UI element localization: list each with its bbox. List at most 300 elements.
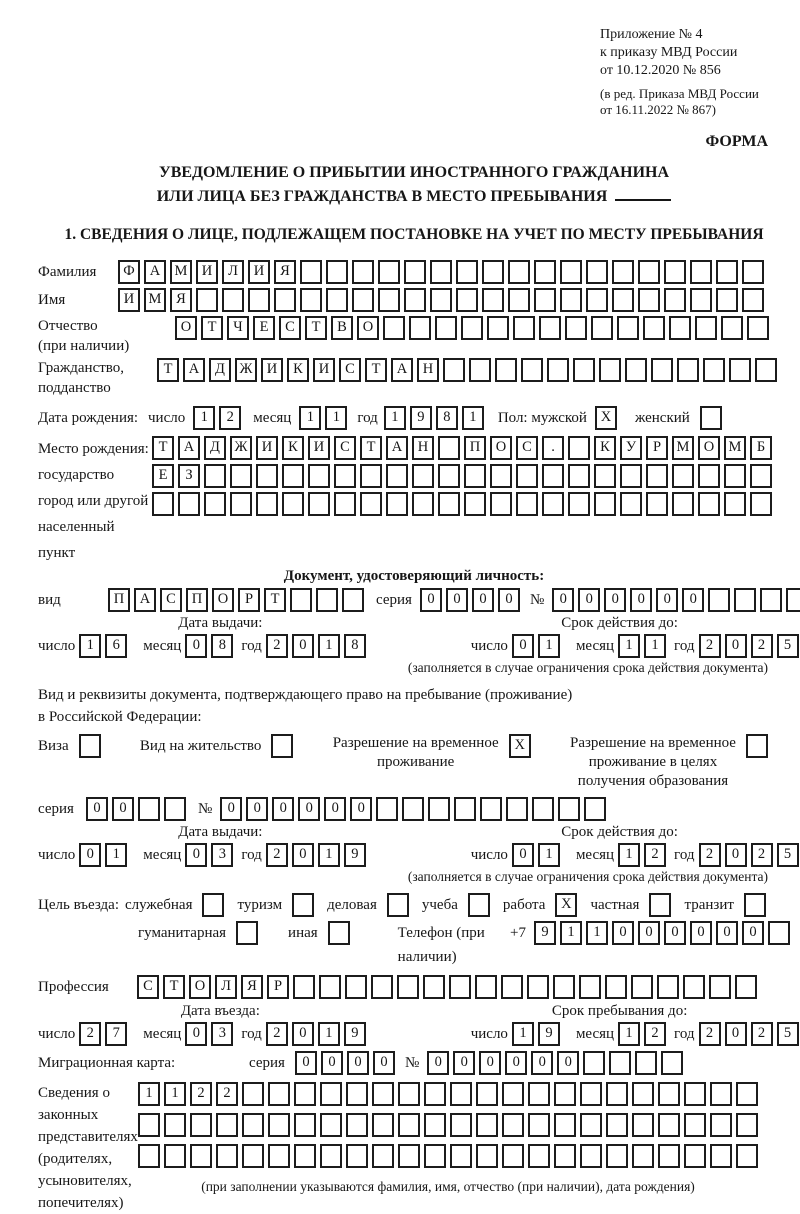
- char-cell[interactable]: 1: [462, 406, 484, 430]
- char-cell[interactable]: [190, 1113, 212, 1137]
- char-cell[interactable]: А: [134, 588, 156, 612]
- char-cell[interactable]: [583, 1051, 605, 1075]
- char-cell[interactable]: Т: [157, 358, 179, 382]
- char-cell[interactable]: 5: [777, 843, 799, 867]
- char-cell[interactable]: [786, 588, 800, 612]
- char-cell[interactable]: [443, 358, 465, 382]
- char-cell[interactable]: Е: [253, 316, 275, 340]
- char-cell[interactable]: 2: [644, 1022, 666, 1046]
- char-cell[interactable]: [268, 1113, 290, 1137]
- char-cell[interactable]: [430, 288, 452, 312]
- char-cell[interactable]: [586, 260, 608, 284]
- char-cell[interactable]: [580, 1144, 602, 1168]
- char-cell[interactable]: [216, 1113, 238, 1137]
- char-cell[interactable]: [502, 1082, 524, 1106]
- char-cell[interactable]: [352, 260, 374, 284]
- char-cell[interactable]: [703, 358, 725, 382]
- char-cell[interactable]: [580, 1113, 602, 1137]
- char-cell[interactable]: А: [144, 260, 166, 284]
- char-cell[interactable]: [308, 492, 330, 516]
- char-cell[interactable]: [412, 492, 434, 516]
- char-cell[interactable]: С: [160, 588, 182, 612]
- char-cell[interactable]: [646, 464, 668, 488]
- char-cell[interactable]: 0: [604, 588, 626, 612]
- char-cell[interactable]: [294, 1113, 316, 1137]
- char-cell[interactable]: С: [137, 975, 159, 999]
- char-cell[interactable]: А: [178, 436, 200, 460]
- char-cell[interactable]: 1: [586, 921, 608, 945]
- char-cell[interactable]: О: [175, 316, 197, 340]
- char-cell[interactable]: 2: [644, 843, 666, 867]
- char-cell[interactable]: [230, 464, 252, 488]
- char-cell[interactable]: [735, 975, 757, 999]
- char-cell[interactable]: [230, 492, 252, 516]
- char-cell[interactable]: [594, 464, 616, 488]
- char-cell[interactable]: [435, 316, 457, 340]
- char-cell[interactable]: У: [620, 436, 642, 460]
- char-cell[interactable]: [669, 316, 691, 340]
- char-cell[interactable]: [528, 1113, 550, 1137]
- char-cell[interactable]: 2: [751, 634, 773, 658]
- char-cell[interactable]: [635, 1051, 657, 1075]
- char-cell[interactable]: И: [196, 260, 218, 284]
- char-cell[interactable]: 0: [185, 1022, 207, 1046]
- char-cell[interactable]: 5: [777, 1022, 799, 1046]
- char-cell[interactable]: [724, 492, 746, 516]
- char-cell[interactable]: И: [248, 260, 270, 284]
- char-cell[interactable]: 0: [79, 843, 101, 867]
- char-cell[interactable]: 2: [751, 843, 773, 867]
- char-cell[interactable]: [282, 492, 304, 516]
- char-cell[interactable]: [412, 464, 434, 488]
- char-cell[interactable]: Я: [274, 260, 296, 284]
- char-cell[interactable]: 1: [138, 1082, 160, 1106]
- sex-male-checkbox[interactable]: X: [595, 406, 617, 430]
- char-cell[interactable]: [661, 1051, 683, 1075]
- char-cell[interactable]: 1: [384, 406, 406, 430]
- char-cell[interactable]: 0: [682, 588, 704, 612]
- char-cell[interactable]: [651, 358, 673, 382]
- char-cell[interactable]: 2: [190, 1082, 212, 1106]
- char-cell[interactable]: [138, 1144, 160, 1168]
- char-cell[interactable]: Я: [241, 975, 263, 999]
- char-cell[interactable]: 8: [211, 634, 233, 658]
- char-cell[interactable]: 1: [325, 406, 347, 430]
- char-cell[interactable]: [476, 1144, 498, 1168]
- char-cell[interactable]: 1: [318, 1022, 340, 1046]
- char-cell[interactable]: [565, 316, 587, 340]
- char-cell[interactable]: [398, 1113, 420, 1137]
- char-cell[interactable]: 1: [105, 843, 127, 867]
- char-cell[interactable]: [438, 464, 460, 488]
- char-cell[interactable]: [736, 1113, 758, 1137]
- char-cell[interactable]: [294, 1082, 316, 1106]
- temp-residence-checkbox[interactable]: X: [509, 734, 531, 758]
- char-cell[interactable]: [372, 1113, 394, 1137]
- char-cell[interactable]: [724, 464, 746, 488]
- char-cell[interactable]: [320, 1082, 342, 1106]
- char-cell[interactable]: 2: [266, 843, 288, 867]
- char-cell[interactable]: [580, 1082, 602, 1106]
- char-cell[interactable]: [698, 464, 720, 488]
- char-cell[interactable]: [708, 588, 730, 612]
- char-cell[interactable]: 1: [538, 843, 560, 867]
- char-cell[interactable]: [424, 1144, 446, 1168]
- char-cell[interactable]: 0: [498, 588, 520, 612]
- char-cell[interactable]: Т: [152, 436, 174, 460]
- char-cell[interactable]: [438, 436, 460, 460]
- char-cell[interactable]: [495, 358, 517, 382]
- char-cell[interactable]: [528, 1082, 550, 1106]
- char-cell[interactable]: 9: [410, 406, 432, 430]
- char-cell[interactable]: [456, 288, 478, 312]
- char-cell[interactable]: М: [170, 260, 192, 284]
- char-cell[interactable]: 0: [578, 588, 600, 612]
- char-cell[interactable]: И: [118, 288, 140, 312]
- char-cell[interactable]: 1: [538, 634, 560, 658]
- char-cell[interactable]: [320, 1144, 342, 1168]
- char-cell[interactable]: [464, 464, 486, 488]
- char-cell[interactable]: [294, 1144, 316, 1168]
- char-cell[interactable]: [591, 316, 613, 340]
- purpose-other-checkbox[interactable]: [328, 921, 350, 945]
- char-cell[interactable]: О: [698, 436, 720, 460]
- char-cell[interactable]: [599, 358, 621, 382]
- char-cell[interactable]: [716, 288, 738, 312]
- char-cell[interactable]: И: [256, 436, 278, 460]
- char-cell[interactable]: [428, 797, 450, 821]
- char-cell[interactable]: Т: [264, 588, 286, 612]
- char-cell[interactable]: [672, 492, 694, 516]
- char-cell[interactable]: [242, 1082, 264, 1106]
- char-cell[interactable]: 2: [699, 843, 721, 867]
- char-cell[interactable]: 0: [112, 797, 134, 821]
- char-cell[interactable]: 0: [220, 797, 242, 821]
- char-cell[interactable]: 1: [512, 1022, 534, 1046]
- char-cell[interactable]: [528, 1144, 550, 1168]
- char-cell[interactable]: [398, 1144, 420, 1168]
- char-cell[interactable]: [606, 1082, 628, 1106]
- char-cell[interactable]: Т: [163, 975, 185, 999]
- char-cell[interactable]: 0: [612, 921, 634, 945]
- char-cell[interactable]: 0: [185, 843, 207, 867]
- char-cell[interactable]: Д: [209, 358, 231, 382]
- char-cell[interactable]: Л: [222, 260, 244, 284]
- char-cell[interactable]: 0: [292, 1022, 314, 1046]
- char-cell[interactable]: 8: [436, 406, 458, 430]
- char-cell[interactable]: [729, 358, 751, 382]
- char-cell[interactable]: [398, 1082, 420, 1106]
- char-cell[interactable]: 0: [690, 921, 712, 945]
- char-cell[interactable]: [516, 464, 538, 488]
- char-cell[interactable]: 1: [318, 634, 340, 658]
- char-cell[interactable]: [658, 1082, 680, 1106]
- char-cell[interactable]: Е: [152, 464, 174, 488]
- char-cell[interactable]: [736, 1082, 758, 1106]
- char-cell[interactable]: [386, 464, 408, 488]
- char-cell[interactable]: [423, 975, 445, 999]
- char-cell[interactable]: [521, 358, 543, 382]
- char-cell[interactable]: [138, 797, 160, 821]
- char-cell[interactable]: [573, 358, 595, 382]
- char-cell[interactable]: 1: [193, 406, 215, 430]
- char-cell[interactable]: 2: [219, 406, 241, 430]
- char-cell[interactable]: [487, 316, 509, 340]
- char-cell[interactable]: 3: [211, 1022, 233, 1046]
- char-cell[interactable]: [747, 316, 769, 340]
- char-cell[interactable]: [346, 1082, 368, 1106]
- char-cell[interactable]: [196, 288, 218, 312]
- char-cell[interactable]: [750, 464, 772, 488]
- char-cell[interactable]: [450, 1113, 472, 1137]
- char-cell[interactable]: [672, 464, 694, 488]
- char-cell[interactable]: [300, 288, 322, 312]
- char-cell[interactable]: 0: [531, 1051, 553, 1075]
- char-cell[interactable]: 1: [299, 406, 321, 430]
- char-cell[interactable]: [625, 358, 647, 382]
- char-cell[interactable]: Р: [267, 975, 289, 999]
- char-cell[interactable]: [204, 464, 226, 488]
- char-cell[interactable]: 0: [427, 1051, 449, 1075]
- char-cell[interactable]: [584, 797, 606, 821]
- char-cell[interactable]: 0: [86, 797, 108, 821]
- char-cell[interactable]: П: [108, 588, 130, 612]
- char-cell[interactable]: [684, 1144, 706, 1168]
- char-cell[interactable]: 1: [644, 634, 666, 658]
- char-cell[interactable]: [248, 288, 270, 312]
- char-cell[interactable]: [164, 1113, 186, 1137]
- char-cell[interactable]: 0: [479, 1051, 501, 1075]
- char-cell[interactable]: К: [594, 436, 616, 460]
- char-cell[interactable]: 1: [164, 1082, 186, 1106]
- sex-female-checkbox[interactable]: [700, 406, 722, 430]
- char-cell[interactable]: С: [279, 316, 301, 340]
- char-cell[interactable]: 1: [618, 634, 640, 658]
- char-cell[interactable]: [534, 260, 556, 284]
- char-cell[interactable]: Д: [204, 436, 226, 460]
- char-cell[interactable]: [684, 1082, 706, 1106]
- char-cell[interactable]: 8: [344, 634, 366, 658]
- char-cell[interactable]: С: [339, 358, 361, 382]
- char-cell[interactable]: 6: [105, 634, 127, 658]
- char-cell[interactable]: 9: [538, 1022, 560, 1046]
- char-cell[interactable]: 0: [557, 1051, 579, 1075]
- char-cell[interactable]: 0: [664, 921, 686, 945]
- char-cell[interactable]: [482, 288, 504, 312]
- char-cell[interactable]: Ж: [230, 436, 252, 460]
- char-cell[interactable]: 0: [298, 797, 320, 821]
- char-cell[interactable]: [450, 1144, 472, 1168]
- char-cell[interactable]: [677, 358, 699, 382]
- char-cell[interactable]: 0: [321, 1051, 343, 1075]
- char-cell[interactable]: [755, 358, 777, 382]
- char-cell[interactable]: В: [331, 316, 353, 340]
- char-cell[interactable]: 2: [699, 1022, 721, 1046]
- char-cell[interactable]: [461, 316, 483, 340]
- char-cell[interactable]: [657, 975, 679, 999]
- char-cell[interactable]: [638, 260, 660, 284]
- char-cell[interactable]: [482, 260, 504, 284]
- char-cell[interactable]: [274, 288, 296, 312]
- char-cell[interactable]: [539, 316, 561, 340]
- char-cell[interactable]: [164, 1144, 186, 1168]
- char-cell[interactable]: [568, 464, 590, 488]
- char-cell[interactable]: [690, 288, 712, 312]
- char-cell[interactable]: О: [490, 436, 512, 460]
- char-cell[interactable]: 2: [79, 1022, 101, 1046]
- purpose-study-checkbox[interactable]: [468, 893, 490, 917]
- char-cell[interactable]: [378, 260, 400, 284]
- char-cell[interactable]: [256, 464, 278, 488]
- char-cell[interactable]: [553, 975, 575, 999]
- char-cell[interactable]: [164, 797, 186, 821]
- char-cell[interactable]: [256, 492, 278, 516]
- char-cell[interactable]: [664, 288, 686, 312]
- char-cell[interactable]: [609, 1051, 631, 1075]
- char-cell[interactable]: 0: [552, 588, 574, 612]
- char-cell[interactable]: И: [308, 436, 330, 460]
- char-cell[interactable]: М: [672, 436, 694, 460]
- char-cell[interactable]: [326, 260, 348, 284]
- char-cell[interactable]: [554, 1113, 576, 1137]
- char-cell[interactable]: 0: [505, 1051, 527, 1075]
- char-cell[interactable]: [684, 1113, 706, 1137]
- char-cell[interactable]: 0: [446, 588, 468, 612]
- char-cell[interactable]: П: [464, 436, 486, 460]
- char-cell[interactable]: [690, 260, 712, 284]
- char-cell[interactable]: [464, 492, 486, 516]
- char-cell[interactable]: [346, 1113, 368, 1137]
- char-cell[interactable]: [376, 797, 398, 821]
- char-cell[interactable]: [508, 288, 530, 312]
- char-cell[interactable]: 0: [638, 921, 660, 945]
- char-cell[interactable]: 9: [344, 1022, 366, 1046]
- char-cell[interactable]: [532, 797, 554, 821]
- char-cell[interactable]: [409, 316, 431, 340]
- char-cell[interactable]: [734, 588, 756, 612]
- char-cell[interactable]: Л: [215, 975, 237, 999]
- purpose-private-checkbox[interactable]: [649, 893, 671, 917]
- char-cell[interactable]: [334, 492, 356, 516]
- char-cell[interactable]: 9: [534, 921, 556, 945]
- char-cell[interactable]: [178, 492, 200, 516]
- char-cell[interactable]: С: [516, 436, 538, 460]
- char-cell[interactable]: 0: [324, 797, 346, 821]
- char-cell[interactable]: 0: [512, 843, 534, 867]
- char-cell[interactable]: [568, 492, 590, 516]
- char-cell[interactable]: [138, 1113, 160, 1137]
- char-cell[interactable]: [709, 975, 731, 999]
- char-cell[interactable]: [326, 288, 348, 312]
- char-cell[interactable]: [293, 975, 315, 999]
- char-cell[interactable]: [320, 1113, 342, 1137]
- char-cell[interactable]: [658, 1113, 680, 1137]
- char-cell[interactable]: 0: [716, 921, 738, 945]
- char-cell[interactable]: З: [178, 464, 200, 488]
- char-cell[interactable]: [664, 260, 686, 284]
- temp-residence-edu-checkbox[interactable]: [746, 734, 768, 758]
- char-cell[interactable]: [527, 975, 549, 999]
- char-cell[interactable]: [424, 1082, 446, 1106]
- char-cell[interactable]: К: [282, 436, 304, 460]
- char-cell[interactable]: [560, 260, 582, 284]
- char-cell[interactable]: [760, 588, 782, 612]
- char-cell[interactable]: [371, 975, 393, 999]
- char-cell[interactable]: 0: [656, 588, 678, 612]
- char-cell[interactable]: [334, 464, 356, 488]
- visa-checkbox[interactable]: [79, 734, 101, 758]
- char-cell[interactable]: [683, 975, 705, 999]
- char-cell[interactable]: 0: [347, 1051, 369, 1075]
- char-cell[interactable]: Т: [360, 436, 382, 460]
- char-cell[interactable]: [190, 1144, 212, 1168]
- char-cell[interactable]: 1: [618, 843, 640, 867]
- char-cell[interactable]: [469, 358, 491, 382]
- char-cell[interactable]: 0: [246, 797, 268, 821]
- char-cell[interactable]: [502, 1113, 524, 1137]
- char-cell[interactable]: [516, 492, 538, 516]
- char-cell[interactable]: [568, 436, 590, 460]
- char-cell[interactable]: [632, 1144, 654, 1168]
- char-cell[interactable]: [617, 316, 639, 340]
- char-cell[interactable]: [404, 288, 426, 312]
- char-cell[interactable]: 2: [266, 1022, 288, 1046]
- char-cell[interactable]: 0: [725, 843, 747, 867]
- char-cell[interactable]: 9: [344, 843, 366, 867]
- char-cell[interactable]: [222, 288, 244, 312]
- char-cell[interactable]: [698, 492, 720, 516]
- char-cell[interactable]: [378, 288, 400, 312]
- char-cell[interactable]: Т: [305, 316, 327, 340]
- char-cell[interactable]: [638, 288, 660, 312]
- char-cell[interactable]: [300, 260, 322, 284]
- char-cell[interactable]: 2: [751, 1022, 773, 1046]
- purpose-work-checkbox[interactable]: X: [555, 893, 577, 917]
- char-cell[interactable]: [606, 1113, 628, 1137]
- char-cell[interactable]: [736, 1144, 758, 1168]
- char-cell[interactable]: [579, 975, 601, 999]
- residence-permit-checkbox[interactable]: [271, 734, 293, 758]
- char-cell[interactable]: [454, 797, 476, 821]
- char-cell[interactable]: [438, 492, 460, 516]
- char-cell[interactable]: О: [357, 316, 379, 340]
- char-cell[interactable]: [383, 316, 405, 340]
- char-cell[interactable]: 5: [777, 634, 799, 658]
- char-cell[interactable]: [646, 492, 668, 516]
- char-cell[interactable]: Р: [238, 588, 260, 612]
- char-cell[interactable]: 0: [512, 634, 534, 658]
- char-cell[interactable]: [594, 492, 616, 516]
- char-cell[interactable]: 0: [742, 921, 764, 945]
- char-cell[interactable]: 0: [725, 634, 747, 658]
- char-cell[interactable]: [658, 1144, 680, 1168]
- char-cell[interactable]: [490, 492, 512, 516]
- char-cell[interactable]: Т: [365, 358, 387, 382]
- char-cell[interactable]: М: [724, 436, 746, 460]
- char-cell[interactable]: 0: [295, 1051, 317, 1075]
- char-cell[interactable]: [216, 1144, 238, 1168]
- char-cell[interactable]: [501, 975, 523, 999]
- char-cell[interactable]: [506, 797, 528, 821]
- char-cell[interactable]: 0: [453, 1051, 475, 1075]
- char-cell[interactable]: Ф: [118, 260, 140, 284]
- char-cell[interactable]: [450, 1082, 472, 1106]
- char-cell[interactable]: [721, 316, 743, 340]
- char-cell[interactable]: [360, 492, 382, 516]
- char-cell[interactable]: П: [186, 588, 208, 612]
- char-cell[interactable]: [476, 1082, 498, 1106]
- char-cell[interactable]: И: [313, 358, 335, 382]
